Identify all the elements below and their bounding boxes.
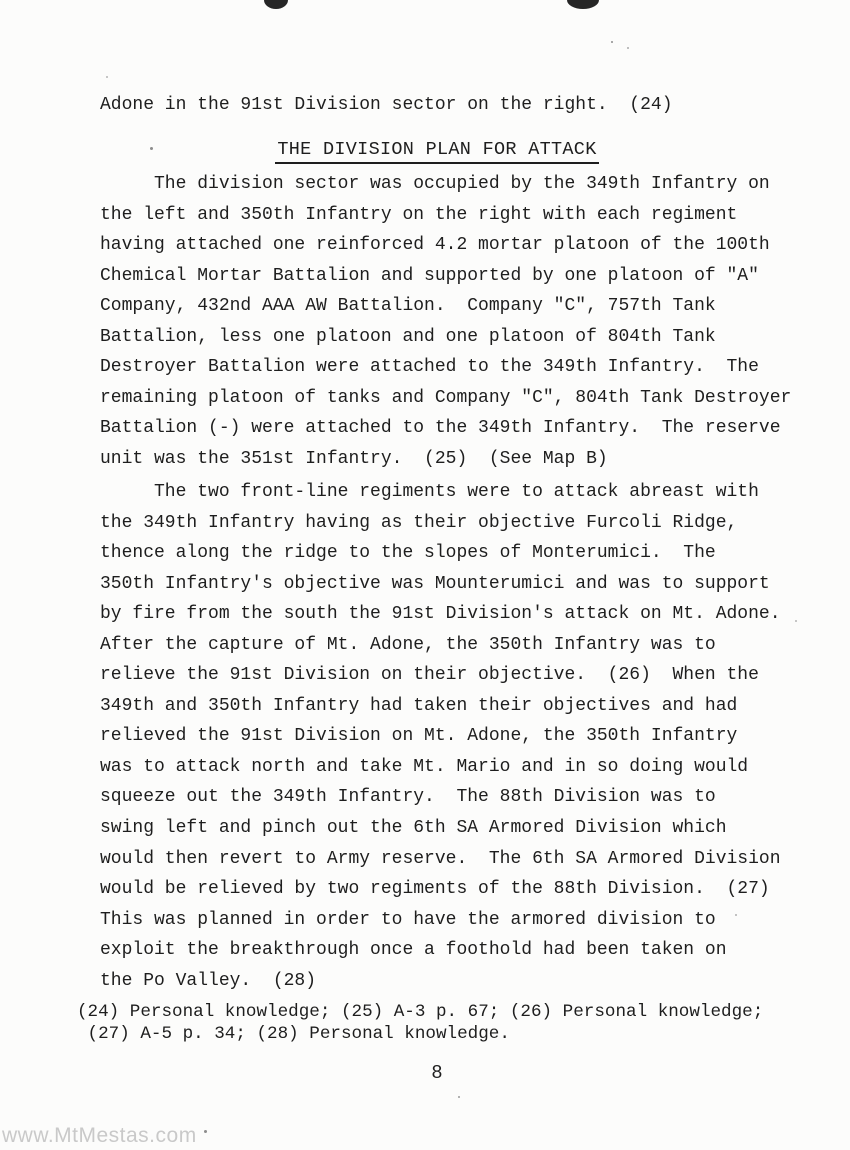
scan-speck	[735, 914, 737, 916]
footnote-line: (24) Personal knowledge; (25) A-3 p. 67; (26) Personal knowledge;	[77, 1002, 764, 1022]
scan-speck	[106, 76, 108, 78]
body-line: relieve the 91st Division on their objective. (26) When the	[100, 665, 759, 686]
body-line: was to attack north and take Mt. Mario and in so doing would	[100, 756, 749, 777]
body-line: would then revert to Army reserve. The 6th SA Armored Division	[100, 848, 781, 869]
carryover-sentence: Adone in the 91st Division sector on the right. (24)	[100, 95, 673, 115]
watermark-text: www.MtMestas.com	[2, 1124, 197, 1147]
body-line: remaining platoon of tanks and Company "C", 804th Tank Destroyer	[100, 387, 792, 408]
body-line: swing left and pinch out the 6th SA Armored Division which	[100, 818, 727, 839]
body-line: After the capture of Mt. Adone, the 350th Infantry was to	[100, 634, 716, 655]
scan-speck	[627, 47, 629, 49]
body-line: This was planned in order to have the armored division to	[100, 909, 716, 930]
body-line: The division sector was occupied by the 349th Infantry on	[100, 174, 770, 194]
body-line: by fire from the south the 91st Division's attack on Mt. Adone.	[100, 604, 781, 625]
footnotes-block	[77, 1002, 763, 1045]
scan-speck	[150, 147, 153, 150]
body-line: 350th Infantry's objective was Mounterumici and was to support	[100, 573, 770, 594]
body-line: unit was the 351st Infantry. (25) (See Map B)	[100, 448, 608, 469]
body-line: thence along the ridge to the slopes of Monterumici. The	[100, 543, 716, 564]
footnote-line: (27) A-5 p. 34; (28) Personal knowledge.	[77, 1023, 510, 1044]
body-line: 349th and 350th Infantry had taken their objectives and had	[100, 695, 738, 716]
body-line: The two front-line regiments were to attack abreast with	[100, 482, 759, 502]
paragraph-division-attachments	[100, 169, 791, 474]
paragraph-attack-plan	[100, 477, 781, 996]
body-line: Battalion (-) were attached to the 349th Infantry. The reserve	[100, 418, 781, 439]
body-line: having attached one reinforced 4.2 mortar platoon of the 100th	[100, 235, 770, 256]
scan-speck	[458, 1096, 460, 1098]
body-line: Battalion, less one platoon and one platoon of 804th Tank	[100, 326, 716, 347]
body-line: would be relieved by two regiments of the 88th Division. (27)	[100, 879, 770, 900]
body-line: Chemical Mortar Battalion and supported by one platoon of "A"	[100, 265, 759, 286]
section-heading-wrap	[87, 139, 787, 164]
body-line: relieved the 91st Division on Mt. Adone, the 350th Infantry	[100, 726, 738, 747]
body-line: the left and 350th Infantry on the right with each regiment	[100, 204, 738, 225]
body-line: Company, 432nd AAA AW Battalion. Company "C", 757th Tank	[100, 296, 716, 317]
section-heading: THE DIVISION PLAN FOR ATTACK	[275, 139, 598, 164]
scan-speck	[204, 1130, 207, 1133]
cut-off-header-mark-left	[264, 0, 288, 9]
body-line: Destroyer Battalion were attached to the 349th Infantry. The	[100, 357, 759, 378]
body-line: squeeze out the 349th Infantry. The 88th Division was to	[100, 787, 716, 808]
scan-speck	[611, 41, 613, 43]
body-line: the 349th Infantry having as their objective Furcoli Ridge,	[100, 512, 738, 533]
scan-speck	[795, 620, 797, 622]
page-number: 8	[431, 1062, 443, 1084]
body-line: the Po Valley. (28)	[100, 970, 317, 991]
body-line: exploit the breakthrough once a foothold had been taken on	[100, 940, 727, 961]
cut-off-header-mark-right	[567, 0, 599, 9]
